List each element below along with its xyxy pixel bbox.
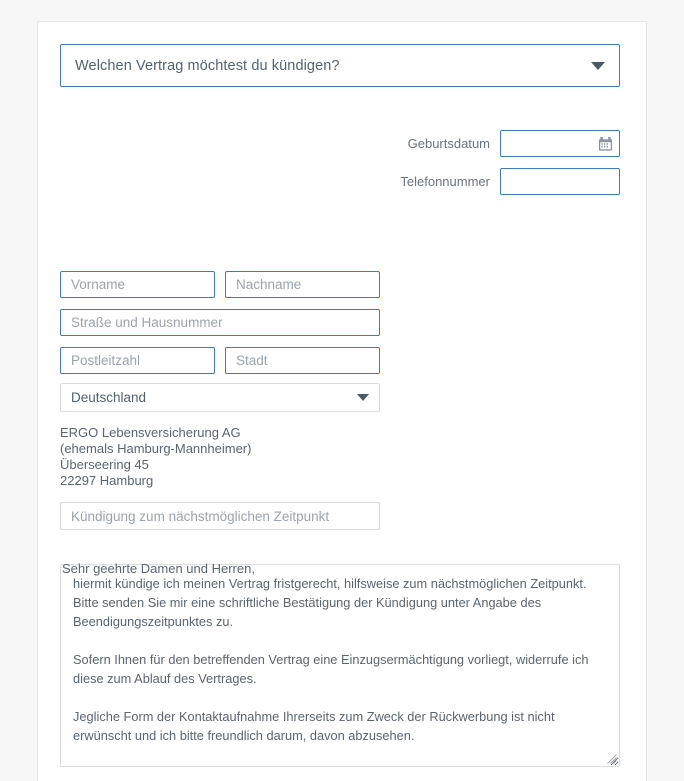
- letter-body-textarea[interactable]: [60, 564, 620, 767]
- birthdate-row: [408, 130, 620, 157]
- letter-body-wrap: [60, 564, 620, 767]
- subject-input[interactable]: [60, 502, 380, 530]
- name-row: [60, 271, 380, 298]
- form-body: [38, 22, 646, 781]
- recipient-line: ERGO Lebensversicherung AG: [60, 425, 241, 440]
- chevron-down-icon: [357, 394, 369, 401]
- recipient-address: [60, 425, 251, 489]
- birthdate-label: Geburtsdatum: [407, 136, 490, 151]
- phone-input[interactable]: [501, 169, 619, 194]
- city-input[interactable]: [225, 347, 380, 374]
- phone-field-wrap[interactable]: [500, 168, 620, 195]
- lastname-input[interactable]: [225, 271, 380, 298]
- street-input[interactable]: [60, 309, 380, 336]
- salutation-text: Sehr geehrte Damen und Herren,: [62, 561, 255, 576]
- birthdate-input[interactable]: [501, 131, 619, 156]
- zip-city-row: [60, 347, 380, 374]
- country-select-value: Deutschland: [71, 390, 147, 405]
- recipient-line: (ehemals Hamburg-Mannheimer): [60, 441, 252, 456]
- firstname-input[interactable]: [60, 271, 215, 298]
- birthdate-field-wrap[interactable]: [500, 130, 620, 157]
- cancellation-form-card: [37, 21, 647, 781]
- country-select[interactable]: [60, 383, 380, 412]
- zip-input[interactable]: [60, 347, 215, 374]
- recipient-line: Überseering 45: [60, 457, 149, 472]
- phone-label: Telefonnummer: [400, 174, 490, 189]
- phone-row: [400, 168, 620, 195]
- recipient-line: 22297 Hamburg: [60, 473, 154, 488]
- contract-select[interactable]: [60, 44, 620, 87]
- chevron-down-icon: [591, 62, 605, 70]
- contract-select-placeholder: Welchen Vertrag möchtest du kündigen?: [75, 57, 340, 74]
